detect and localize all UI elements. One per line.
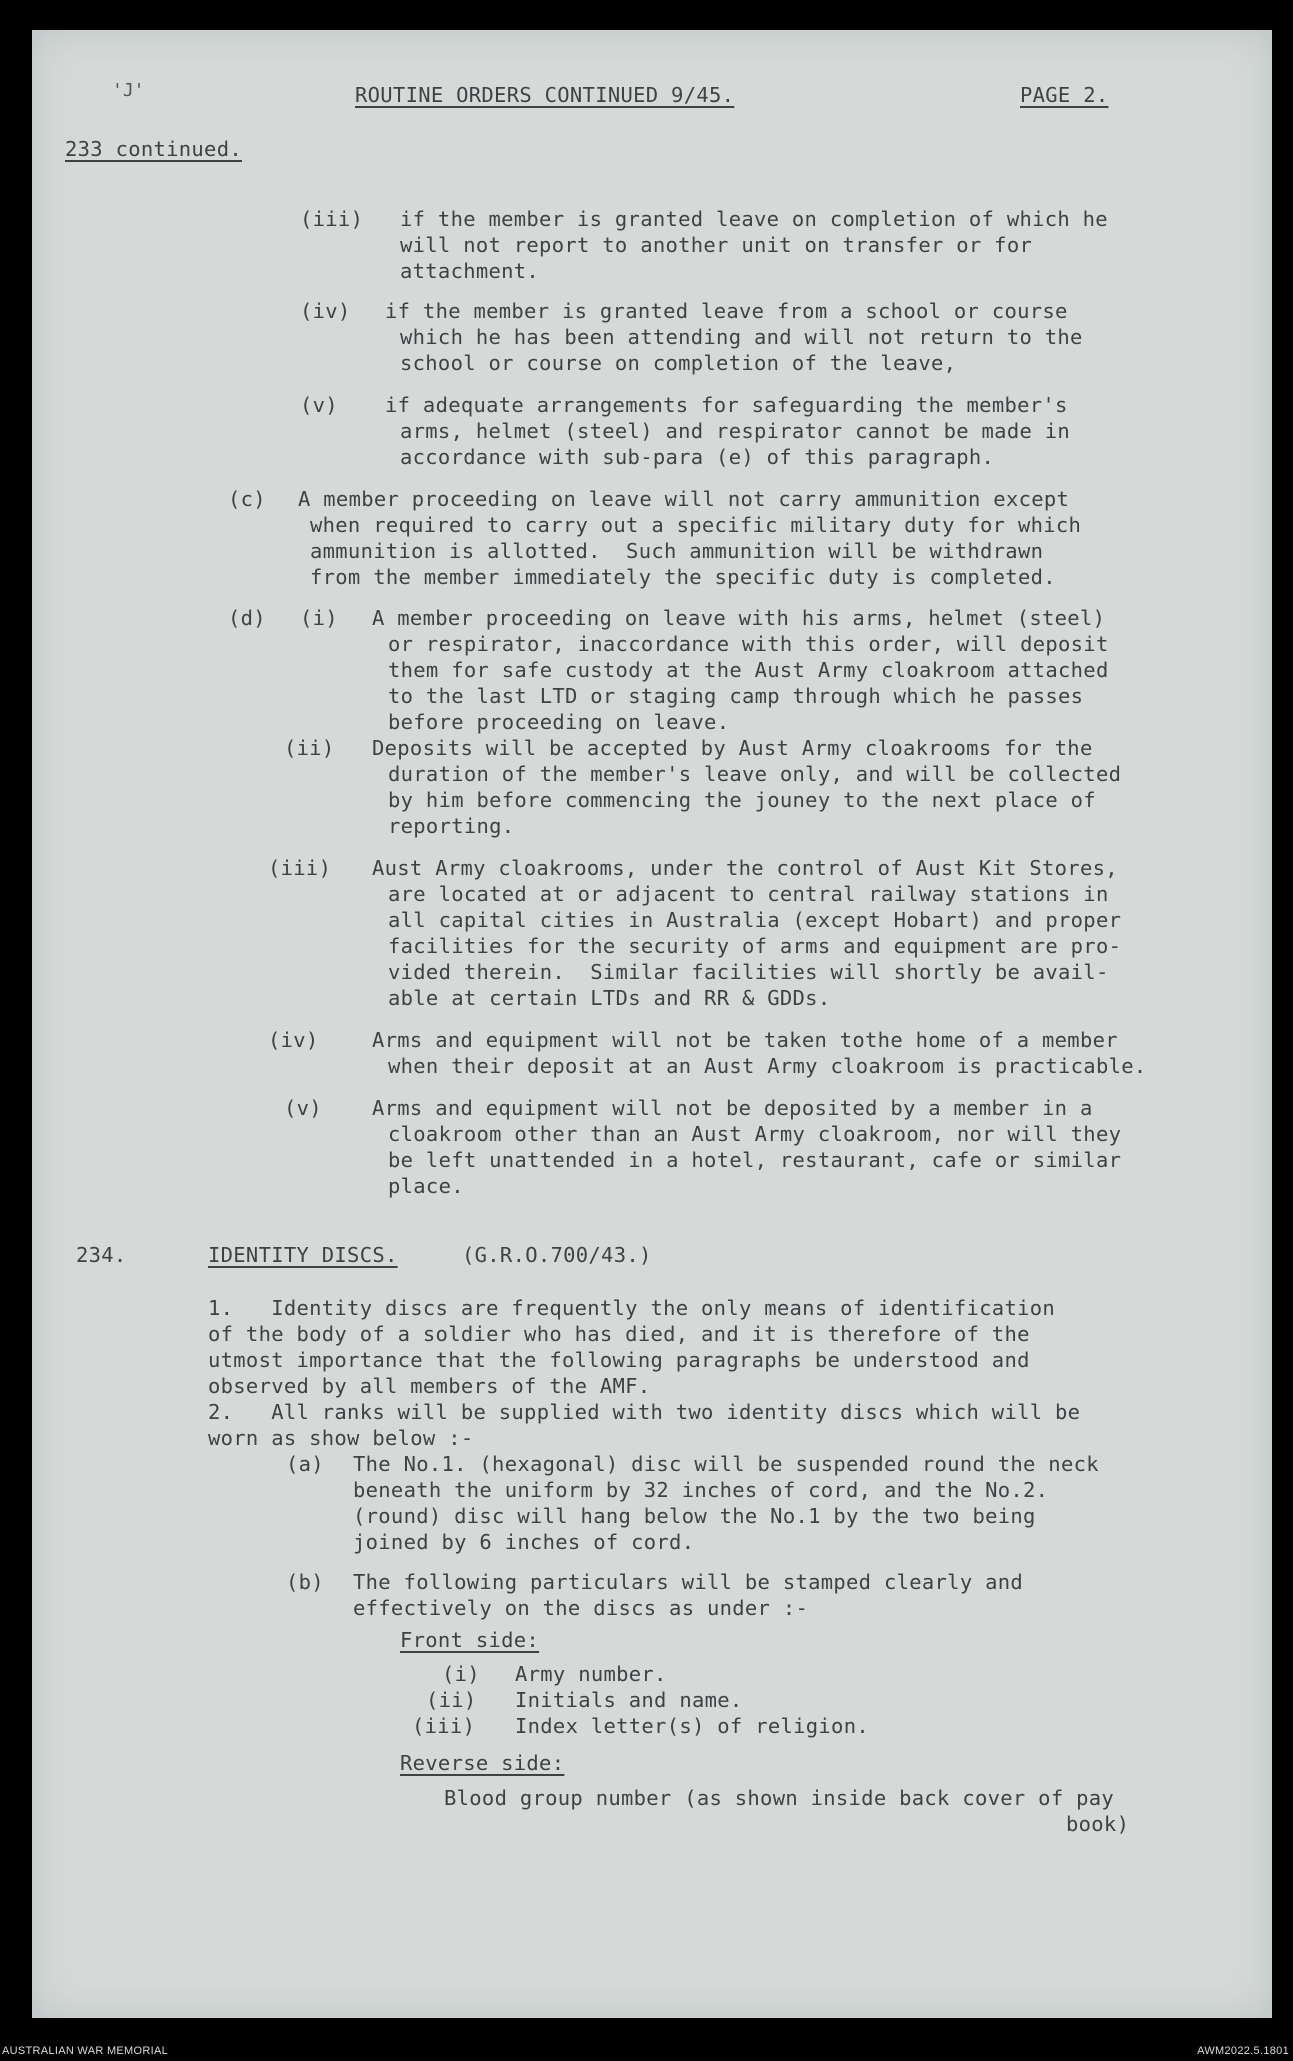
section-234-number: 234. bbox=[76, 1243, 127, 1267]
paragraph-line: of the body of a soldier who has died, and it is therefore of the bbox=[208, 1322, 1030, 1346]
item-label: (iii) bbox=[300, 207, 364, 231]
item-line: Aust Army cloakrooms, under the control of Aust Kit Stores, bbox=[372, 856, 1118, 880]
item-line: facilities for the security of arms and equipment are pro- bbox=[388, 934, 1122, 958]
item-line: Deposits will be accepted by Aust Army cloakrooms for the bbox=[372, 736, 1093, 760]
paragraph-line: utmost importance that the following paragraphs be understood and bbox=[208, 1348, 1030, 1372]
reverse-side-line: book) bbox=[1066, 1812, 1130, 1836]
item-line: effectively on the discs as under :- bbox=[353, 1596, 809, 1620]
item-label: (i) bbox=[442, 1662, 480, 1686]
item-line: reporting. bbox=[388, 814, 515, 838]
item-line: Arms and equipment will not be deposited by a member in a bbox=[372, 1096, 1093, 1120]
item-label: (v) bbox=[284, 1096, 322, 1120]
item-line: which he has been attending and will not return to the bbox=[400, 325, 1083, 349]
item-label: (iv) bbox=[300, 299, 351, 323]
item-line: Arms and equipment will not be taken tothe home of a member bbox=[372, 1028, 1118, 1052]
item-label: (iii) bbox=[268, 856, 332, 880]
item-line: The following particulars will be stamped clearly and bbox=[353, 1570, 1024, 1594]
item-line: all capital cities in Australia (except Hobart) and proper bbox=[388, 908, 1122, 932]
page-header-title: ROUTINE ORDERS CONTINUED 9/45. bbox=[355, 83, 735, 107]
paragraph-line: when required to carry out a specific military duty for which bbox=[310, 513, 1082, 537]
item-line: when their deposit at an Aust Army cloakroom is practicable. bbox=[388, 1054, 1147, 1078]
item-line: able at certain LTDs and RR & GDDs. bbox=[388, 986, 831, 1010]
item-line: A member proceeding on leave with his arms, helmet (steel) bbox=[372, 606, 1106, 630]
item-line: school or course on completion of the leave, bbox=[400, 351, 957, 375]
item-line: attachment. bbox=[400, 259, 540, 283]
item-line: (round) disc will hang below the No.1 by the two being bbox=[353, 1504, 1036, 1528]
item-line: duration of the member's leave only, and will be collected bbox=[388, 762, 1122, 786]
item-line: accordance with sub-para (e) of this paragraph. bbox=[400, 445, 995, 469]
section-233-heading: 233 continued. bbox=[65, 137, 242, 161]
item-label: (iii) bbox=[412, 1714, 476, 1738]
margin-mark: 'J' bbox=[112, 80, 145, 101]
paragraph-label: (d) bbox=[228, 606, 266, 630]
item-label: (ii) bbox=[284, 736, 335, 760]
item-line: or respirator, inaccordance with this order, will deposit bbox=[388, 632, 1109, 656]
item-label: (a) bbox=[286, 1452, 324, 1476]
item-label: (iv) bbox=[268, 1028, 319, 1052]
item-line: beneath the uniform by 32 inches of cord, and the No.2. bbox=[353, 1478, 1049, 1502]
paragraph-line: observed by all members of the AMF. bbox=[208, 1374, 651, 1398]
item-line: to the last LTD or staging camp through which he passes bbox=[388, 684, 1084, 708]
paragraph-line: worn as show below :- bbox=[208, 1426, 474, 1450]
item-line: are located at or adjacent to central railway stations in bbox=[388, 882, 1109, 906]
front-side-heading: Front side: bbox=[400, 1628, 540, 1652]
page-number: PAGE 2. bbox=[1020, 83, 1109, 107]
paragraph-line: ammunition is allotted. Such ammunition will be withdrawn bbox=[310, 539, 1044, 563]
footer-reference: AWM2022.5.1801 bbox=[1197, 2045, 1289, 2057]
item-line: by him before commencing the jouney to the next place of bbox=[388, 788, 1096, 812]
item-line: The No.1. (hexagonal) disc will be suspended round the neck bbox=[353, 1452, 1099, 1476]
item-line: arms, helmet (steel) and respirator cannot be made in bbox=[400, 419, 1071, 443]
item-label: (i) bbox=[300, 606, 338, 630]
paragraph-label: (c) bbox=[228, 487, 266, 511]
item-line: if the member is granted leave on completion of which he bbox=[400, 207, 1108, 231]
item-line: joined by 6 inches of cord. bbox=[353, 1530, 695, 1554]
paragraph-line: 1. Identity discs are frequently the only means of identification bbox=[208, 1296, 1056, 1320]
item-text: Army number. bbox=[515, 1662, 667, 1686]
item-line: them for safe custody at the Aust Army cloakroom attached bbox=[388, 658, 1109, 682]
paragraph-line: from the member immediately the specific duty is completed. bbox=[310, 565, 1056, 589]
item-line: vided therein. Similar facilities will shortly be avail- bbox=[388, 960, 1109, 984]
item-label: (ii) bbox=[426, 1688, 477, 1712]
item-line: if the member is granted leave from a school or course bbox=[385, 299, 1068, 323]
item-line: be left unattended in a hotel, restaurant, cafe or similar bbox=[388, 1148, 1122, 1172]
item-line: place. bbox=[388, 1174, 464, 1198]
section-234-title: IDENTITY DISCS. bbox=[208, 1243, 398, 1267]
reverse-side-heading: Reverse side: bbox=[400, 1751, 565, 1775]
paragraph-line: 2. All ranks will be supplied with two identity discs which will be bbox=[208, 1400, 1081, 1424]
item-text: Initials and name. bbox=[515, 1688, 743, 1712]
document-page bbox=[32, 30, 1272, 2018]
item-line: cloakroom other than an Aust Army cloakroom, nor will they bbox=[388, 1122, 1122, 1146]
item-line: if adequate arrangements for safeguarding the member's bbox=[385, 393, 1068, 417]
item-label: (b) bbox=[286, 1570, 324, 1594]
section-234-reference: (G.R.O.700/43.) bbox=[462, 1243, 652, 1267]
item-label: (v) bbox=[300, 393, 338, 417]
item-line: before proceeding on leave. bbox=[388, 710, 730, 734]
item-text: Index letter(s) of religion. bbox=[515, 1714, 869, 1738]
reverse-side-line: Blood group number (as shown inside back cover of pay bbox=[444, 1786, 1115, 1810]
item-line: will not report to another unit on transfer or for bbox=[400, 233, 1033, 257]
footer-credit: AUSTRALIAN WAR MEMORIAL bbox=[2, 2045, 169, 2057]
paragraph-line: A member proceeding on leave will not carry ammunition except bbox=[298, 487, 1070, 511]
